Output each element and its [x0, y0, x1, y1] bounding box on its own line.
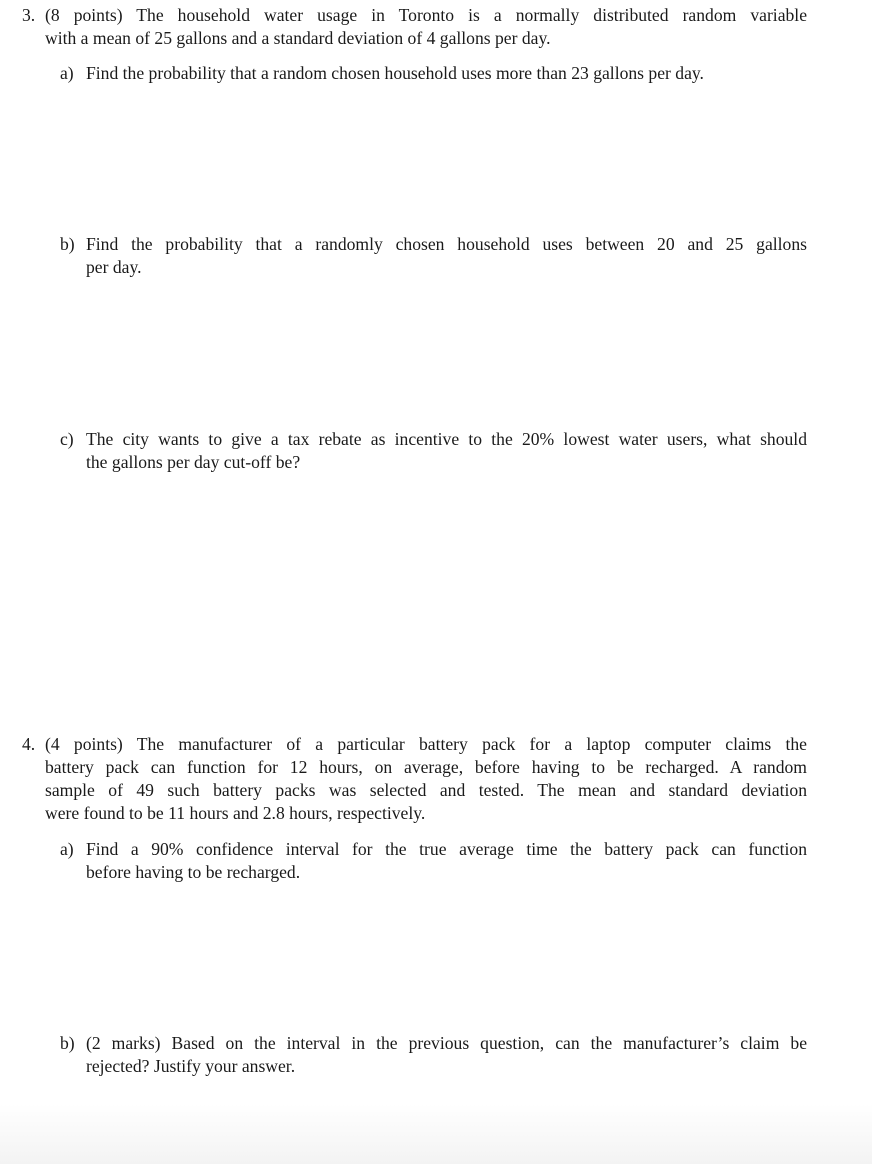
part-line: the gallons per day cut-off be? [86, 452, 301, 472]
part-label: a) [60, 839, 74, 859]
intro-line: with a mean of 25 gallons and a standard deviation of 4 gallons per day. [45, 28, 551, 48]
intro-line: battery pack can function for 12 hours, on average, before having to be recharged. A random [45, 757, 807, 777]
part-b-text [86, 233, 807, 279]
part-line: before having to be recharged. [86, 862, 301, 882]
question-number: 3. [22, 5, 36, 25]
question-intro [45, 733, 807, 825]
part-a-text [86, 838, 807, 884]
intro-line: (8 points) The household water usage in Toronto is a normally distributed random variable [45, 5, 807, 25]
intro-line: (4 points) The manufacturer of a particular battery pack for a laptop computer claims the [45, 734, 807, 754]
part-line: Find the probability that a random chosen household uses more than 23 gallons per day. [86, 63, 704, 83]
intro-line: were found to be 11 hours and 2.8 hours, respectively. [45, 803, 426, 823]
part-line: The city wants to give a tax rebate as incentive to the 20% lowest water users, what should [86, 429, 807, 449]
page-bottom-shade [0, 1104, 872, 1164]
intro-line: sample of 49 such battery packs was selected and tested. The mean and standard deviation [45, 780, 807, 800]
part-label: b) [60, 1033, 75, 1053]
part-line: per day. [86, 257, 142, 277]
part-a-text [86, 62, 807, 85]
part-line: Find a 90% confidence interval for the true average time the battery pack can function [86, 839, 807, 859]
question-number: 4. [22, 734, 36, 754]
part-c-text [86, 428, 807, 474]
question-intro [45, 4, 807, 50]
part-line: rejected? Justify your answer. [86, 1056, 296, 1076]
part-label: c) [60, 429, 74, 449]
part-label: a) [60, 63, 74, 83]
part-line: Find the probability that a randomly chosen household uses between 20 and 25 gallons [86, 234, 807, 254]
part-b-text [86, 1032, 807, 1078]
part-line: (2 marks) Based on the interval in the previous question, can the manufacturer’s claim be [86, 1033, 807, 1053]
part-label: b) [60, 234, 75, 254]
